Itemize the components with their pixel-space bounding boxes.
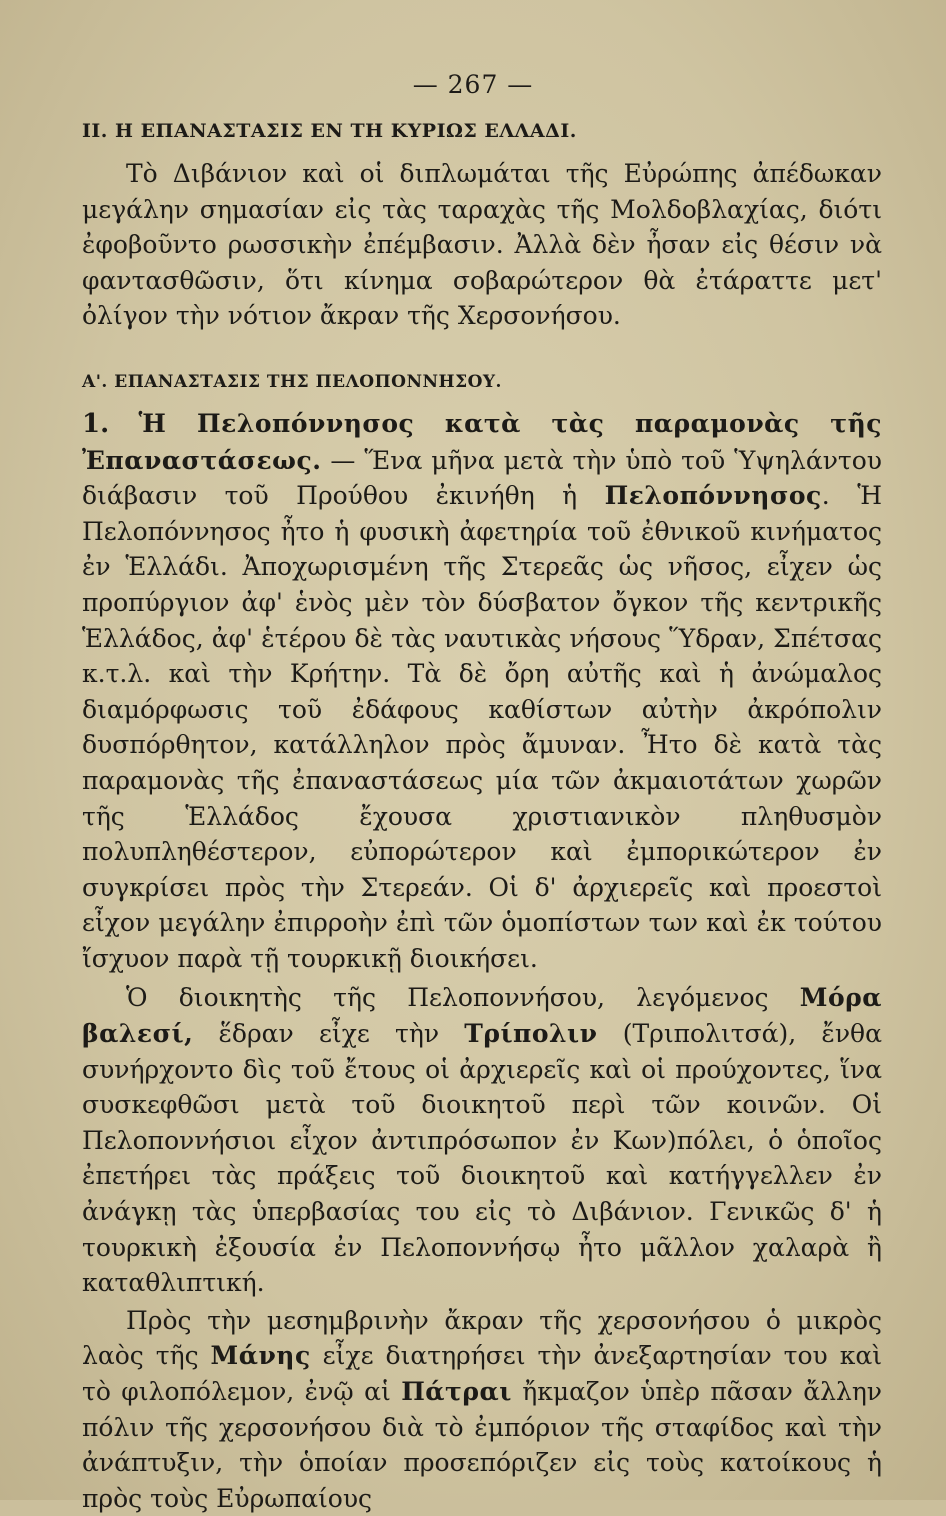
paragraph-3-text-a: Πρὸς τὴν μεσημβρινὴν ἄκραν τῆς χερσονήσου ὁ μικρὸς λαὸς τῆς (82, 1305, 882, 1371)
paragraph-number: 1. (82, 408, 110, 439)
paragraph-2-text-a: Ὁ διοικητὴς τῆς Πελοποννήσου, λεγόμενος (126, 983, 800, 1013)
paragraph-3-text-b: εἶχε διατηρήσει τὴν ἀνεξαρτησίαν του καὶ τὸ φιλοπόλεμον, ἐνῷ αἱ (82, 1341, 882, 1406)
bold-term-mora-valesi: Μόρα βαλεσί, (82, 983, 882, 1049)
paragraph-3 (82, 1303, 882, 1516)
paragraph-2-text-c: (Τριπολιτσά), ἔνθα συνήρχοντο δὶς τοῦ ἔτους οἱ ἀρχιερεῖς καὶ οἱ προύχοντες, ἵνα συσκεφθῶσι μετὰ τοῦ διοικητοῦ περὶ τῶν κοινῶν. Οἱ Πελοποννήσιοι εἶχον ἀντιπρόσωπον ἐν Κων)πόλει, ὁ ὁποῖος ἐπετήρει τὰς πράξεις τοῦ διοικητοῦ καὶ κατήγγελλεν ἐν ἀνάγκῃ τὰς ὑπερβασίας του εἰς τὸ Διβάνιον. Γενικῶς δ' ἡ τουρκικὴ ἐξουσία ἐν Πελοποννήσῳ ἦτο μᾶλλον χαλαρὰ ἢ καταθλιπτική. (82, 1019, 882, 1298)
intro-paragraph: Τὸ Διβάνιον καὶ οἱ διπλωμάται τῆς Εὐρώπης ἀπέδωκαν μεγάλην σημασίαν εἰς τὰς ταραχὰς τῆς Μολδοβλαχίας, διότι ἐφοβοῦντο ρωσσικὴν ἐπέμβασιν. Ἀλλὰ δὲν ἦσαν εἰς θέσιν νὰ φαντασθῶσιν, ὅτι κίνημα σοβαρώτερον θὰ ἐτάραττε μετ' ὀλίγον τὴν νότιον ἄκραν τῆς Χερσονήσου. (82, 159, 882, 331)
paragraph-1-text-b: . Ἡ Πελοπόννησος ἦτο ἡ φυσικὴ ἀφετηρία τοῦ ἐθνικοῦ κινήματος ἐν Ἑλλάδι. Ἀποχωρισμένη τῆς Στερεᾶς ὡς νῆσος, εἶχεν ὡς προπύργιον ἀφ' ἑνὸς μὲν τὸν δύσβατον ὄγκον τῆς κεντρικῆς Ἑλλάδος, ἀφ' ἑτέρου δὲ τὰς ναυτικὰς νήσους Ὕδραν, Σπέτσας κ.τ.λ. καὶ τὴν Κρήτην. Τὰ δὲ ὄρη αὐτῆς καὶ ἡ ἀνώμαλος διαμόρφωσις τοῦ ἐδάφους καθίστων αὐτὴν ἀκρόπολιν δυσπόρθητον, κατάλληλον πρὸς ἄμυναν. Ἦτο δὲ κατὰ τὰς παραμονὰς τῆς ἐπαναστάσεως μία τῶν ἀκμαιοτάτων χωρῶν τῆς Ἑλλάδος ἔχουσα χριστιανικὸν πληθυσμὸν πολυπληθέστερον, εὐπορώτερον καὶ ἐμπορικώτερον ἐν συγκρίσει πρὸς τὴν Στερεάν. Οἱ δ' ἀρχιερεῖς καὶ προεστοὶ εἶχον μεγάλην ἐπιρροὴν ἐπὶ τῶν ὁμοπίστων των καὶ ἐκ τούτου ἴσχυον παρὰ τῇ τουρκικῇ διοικήσει. (82, 481, 882, 973)
section-heading: II. Η ΕΠΑΝΑΣΤΑΣΙΣ ΕΝ ΤΗ ΚΥΡΙΩΣ ΕΛΛΑΔΙ. (82, 120, 577, 142)
page-content (82, 118, 882, 1516)
paragraph-2-text-b: ἕδραν εἶχε τὴν (193, 1019, 465, 1049)
dash: — (321, 445, 365, 475)
bold-term-tripolis: Τρίπολιν (464, 1019, 598, 1049)
bold-term-patrai: Πάτραι (401, 1377, 512, 1406)
paragraph-1-text-a: Ἕνα μῆνα μετὰ τὴν ὑπὸ τοῦ Ὑψηλάντου διάβασιν τοῦ Προύθου ἐκινήθη ἡ (82, 445, 882, 511)
bold-term-peloponnisos: Πελοπόννησος (604, 481, 822, 511)
subsection-heading: Α'. ΕΠΑΝΑΣΤΑΣΙΣ ΤΗΣ ΠΕΛΟΠΟΝΝΗΣΟΥ. (82, 371, 502, 392)
paragraph-2 (82, 980, 882, 1300)
paragraph-3-text-c: ἤκμαζον ὑπὲρ πᾶσαν ἄλλην πόλιν τῆς χερσονήσου διὰ τὸ ἐμπόριον τῆς σταφίδος καὶ τὴν ἀνάπτυξιν, τὴν ὁποίαν προσεπόριζεν εἰς τοὺς κατοίκους ἡ πρὸς τοὺς Εὐρωπαίους (82, 1377, 882, 1513)
paragraph-heading: Ἡ Πελοπόννησος κατὰ τὰς παραμονὰς τῆς Ἐπαναστάσεως. (82, 408, 882, 475)
paragraph-1 (82, 406, 882, 977)
bold-term-mani: Μάνης (210, 1341, 311, 1371)
page-number: — 267 — (412, 70, 534, 99)
